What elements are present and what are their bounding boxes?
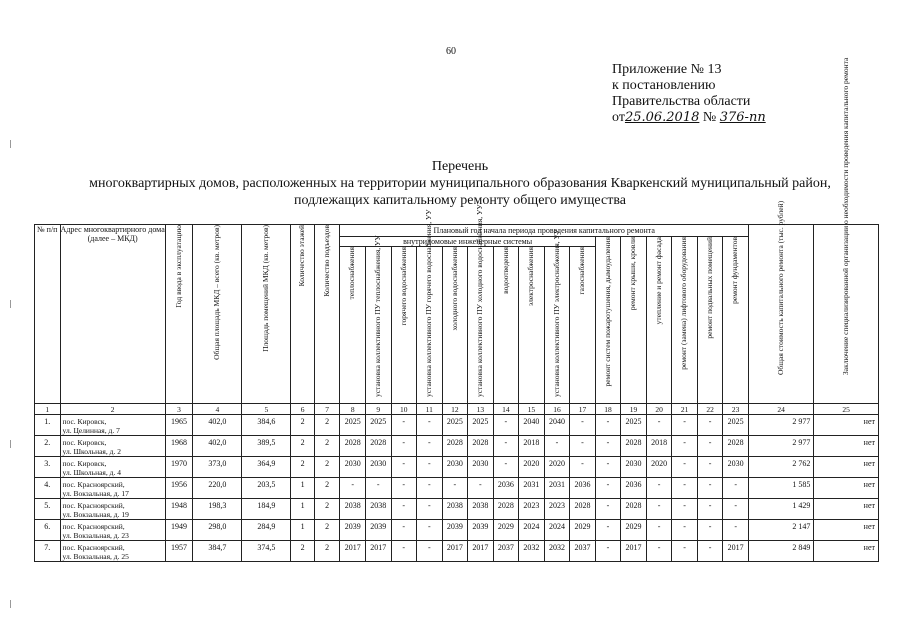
- cell-c23: 2028: [723, 436, 749, 457]
- cell-floors: 2: [291, 436, 315, 457]
- cell-cost: 2 977: [748, 415, 813, 436]
- column-number: 23: [723, 404, 749, 415]
- cell-floors: 1: [291, 478, 315, 499]
- cell-c11: -: [417, 478, 443, 499]
- header-c10: горячего водоснабжения: [391, 247, 417, 404]
- cell-entr: 2: [314, 478, 340, 499]
- cell-total: 402,0: [193, 415, 242, 436]
- header-c21: ремонт (замена) лифтового оборудования: [672, 237, 698, 404]
- cell-c13: 2017: [468, 541, 494, 562]
- cell-address: [60, 457, 165, 478]
- cell-c21: -: [672, 457, 698, 478]
- cell-c21: -: [672, 541, 698, 562]
- cell-c12: 2039: [442, 520, 468, 541]
- cell-c19: 2025: [621, 415, 647, 436]
- address-settlement: пос. Кировск,: [62, 438, 107, 447]
- cell-c8: 2038: [340, 499, 366, 520]
- header-planned-group: Плановый год начала периода проведения капитального ремонта: [340, 225, 749, 237]
- cell-c15: 2032: [519, 541, 545, 562]
- cell-c9: 2030: [365, 457, 391, 478]
- cell-c12: 2017: [442, 541, 468, 562]
- cell-cost: 2 849: [748, 541, 813, 562]
- header-c22: ремонт подвальных помещений: [697, 237, 723, 404]
- cell-floors: 1: [291, 520, 315, 541]
- header-c13: установка коллективного ПУ холодного водоснабжения, УУ: [468, 247, 494, 404]
- header-floors: Количество этажей: [291, 225, 315, 404]
- cell-year: 1957: [165, 541, 193, 562]
- cell-concl: нет: [814, 499, 879, 520]
- column-number: 22: [697, 404, 723, 415]
- cell-total: 220,0: [193, 478, 242, 499]
- cell-premises: 374,5: [242, 541, 291, 562]
- cell-c22: -: [697, 499, 723, 520]
- cell-c9: 2038: [365, 499, 391, 520]
- cell-no: 5.: [35, 499, 61, 520]
- address-settlement: пос. Красноярский,: [62, 522, 125, 531]
- cell-no: 4.: [35, 478, 61, 499]
- cell-no: 1.: [35, 415, 61, 436]
- address-street: ул. Вокзальная, д. 25: [62, 552, 129, 561]
- cell-c20: -: [646, 541, 672, 562]
- cell-c21: -: [672, 520, 698, 541]
- cell-c21: -: [672, 436, 698, 457]
- cell-c18: -: [595, 415, 621, 436]
- cell-c16: -: [544, 436, 570, 457]
- cell-c9: 2039: [365, 520, 391, 541]
- header-conclusion: Заключение специализированной организации о необходимости проведения капитального ремонта: [814, 225, 879, 404]
- cell-entr: 2: [314, 541, 340, 562]
- address-settlement: пос. Кировск,: [62, 459, 107, 468]
- cell-c16: 2023: [544, 499, 570, 520]
- cell-floors: 1: [291, 499, 315, 520]
- cell-c17: -: [570, 436, 596, 457]
- cell-c16: 2020: [544, 457, 570, 478]
- cell-c14: 2028: [493, 499, 519, 520]
- column-number: 12: [442, 404, 468, 415]
- cell-premises: 364,9: [242, 457, 291, 478]
- column-number: 11: [417, 404, 443, 415]
- cell-c22: -: [697, 415, 723, 436]
- cell-c23: 2030: [723, 457, 749, 478]
- cell-c12: 2030: [442, 457, 468, 478]
- handwritten-number: 376-пп: [719, 110, 766, 125]
- number-prefix: №: [702, 110, 717, 125]
- scan-margin-mark: [10, 140, 11, 148]
- table-row: [35, 541, 879, 562]
- cell-c12: 2025: [442, 415, 468, 436]
- address-settlement: пос. Красноярский,: [62, 480, 125, 489]
- cell-floors: 2: [291, 541, 315, 562]
- cell-c18: -: [595, 541, 621, 562]
- cell-c18: -: [595, 478, 621, 499]
- table-row: [35, 499, 879, 520]
- cell-c15: 2020: [519, 457, 545, 478]
- column-number: 20: [646, 404, 672, 415]
- column-number: 8: [340, 404, 366, 415]
- header-c20: утепление и ремонт фасада: [646, 237, 672, 404]
- address-street: ул. Вокзальная, д. 17: [62, 489, 129, 498]
- cell-c23: -: [723, 478, 749, 499]
- cell-year: 1949: [165, 520, 193, 541]
- cell-no: 6.: [35, 520, 61, 541]
- cell-c10: -: [391, 520, 417, 541]
- cell-c17: 2028: [570, 499, 596, 520]
- header-internal-group: внутридомовые инженерные системы: [340, 237, 595, 247]
- cell-c22: -: [697, 541, 723, 562]
- column-number: 6: [291, 404, 315, 415]
- page-number: 60: [446, 46, 456, 57]
- cell-floors: 2: [291, 415, 315, 436]
- appendix-issuer: Правительства области: [612, 94, 751, 109]
- cell-c14: 2036: [493, 478, 519, 499]
- column-number: 5: [242, 404, 291, 415]
- cell-c14: -: [493, 415, 519, 436]
- cell-c16: 2040: [544, 415, 570, 436]
- cell-c21: -: [672, 415, 698, 436]
- cell-entr: 2: [314, 499, 340, 520]
- cell-c8: 2028: [340, 436, 366, 457]
- cell-c9: -: [365, 478, 391, 499]
- address-street: ул. Школьная, д. 4: [62, 468, 121, 477]
- cell-c23: 2017: [723, 541, 749, 562]
- cell-c18: -: [595, 520, 621, 541]
- cell-concl: нет: [814, 415, 879, 436]
- cell-c10: -: [391, 415, 417, 436]
- cell-c22: -: [697, 436, 723, 457]
- column-number: 14: [493, 404, 519, 415]
- cell-premises: 389,5: [242, 436, 291, 457]
- cell-premises: 184,9: [242, 499, 291, 520]
- cell-c8: 2030: [340, 457, 366, 478]
- cell-c20: -: [646, 499, 672, 520]
- cell-cost: 1 585: [748, 478, 813, 499]
- address-street: ул. Целинная, д. 7: [62, 426, 120, 435]
- header-entrances: Количество подъездов: [314, 225, 340, 404]
- heading-title: Перечень: [431, 159, 489, 174]
- header-c16: установка коллективного ПУ электроснабжения, УУ: [544, 247, 570, 404]
- cell-c20: -: [646, 478, 672, 499]
- column-number: 25: [814, 404, 879, 415]
- header-no: № п/п: [35, 225, 61, 404]
- address-settlement: пос. Кировск,: [62, 417, 107, 426]
- cell-premises: 284,9: [242, 520, 291, 541]
- cell-c11: -: [417, 415, 443, 436]
- cell-c11: -: [417, 499, 443, 520]
- column-number-row: [35, 404, 879, 415]
- cell-floors: 2: [291, 457, 315, 478]
- cell-c14: 2029: [493, 520, 519, 541]
- cell-c11: -: [417, 520, 443, 541]
- cell-address: [60, 499, 165, 520]
- address-street: ул. Вокзальная, д. 23: [62, 531, 129, 540]
- column-number: 17: [570, 404, 596, 415]
- cell-c19: 2028: [621, 499, 647, 520]
- column-number: 19: [621, 404, 647, 415]
- column-number: 16: [544, 404, 570, 415]
- table-row: [35, 520, 879, 541]
- cell-c13: 2025: [468, 415, 494, 436]
- scan-margin-mark: [10, 440, 11, 448]
- date-prefix: от: [612, 110, 625, 125]
- cell-c10: -: [391, 541, 417, 562]
- cell-premises: 203,5: [242, 478, 291, 499]
- cell-total: 402,0: [193, 436, 242, 457]
- cell-cost: 2 977: [748, 436, 813, 457]
- appendix-date-line: [612, 110, 766, 126]
- address-settlement: пос. Красноярский,: [62, 543, 125, 552]
- column-number: 4: [193, 404, 242, 415]
- cell-c23: -: [723, 499, 749, 520]
- cell-total: 373,0: [193, 457, 242, 478]
- cell-c8: 2039: [340, 520, 366, 541]
- appendix-title: Приложение № 13: [612, 62, 722, 77]
- address-street: ул. Школьная, д. 2: [62, 447, 121, 456]
- cell-c19: 2036: [621, 478, 647, 499]
- cell-year: 1948: [165, 499, 193, 520]
- cell-c20: -: [646, 520, 672, 541]
- cell-total: 198,3: [193, 499, 242, 520]
- cell-c22: -: [697, 478, 723, 499]
- cell-c16: 2024: [544, 520, 570, 541]
- column-number: 24: [748, 404, 813, 415]
- heading-line-3: подлежащих капитальному ремонту общего имущества: [294, 193, 626, 208]
- cell-c13: 2028: [468, 436, 494, 457]
- column-number: 21: [672, 404, 698, 415]
- cell-entr: 2: [314, 415, 340, 436]
- cell-entr: 2: [314, 436, 340, 457]
- cell-c16: 2031: [544, 478, 570, 499]
- column-number: 15: [519, 404, 545, 415]
- header-c17: газоснабжения: [570, 247, 596, 404]
- cell-cost: 2 762: [748, 457, 813, 478]
- header-c19: ремонт крыши, кровли: [621, 237, 647, 404]
- scan-margin-mark: [10, 300, 11, 308]
- column-number: 9: [365, 404, 391, 415]
- cell-c13: 2038: [468, 499, 494, 520]
- cell-c18: -: [595, 436, 621, 457]
- cell-c15: 2031: [519, 478, 545, 499]
- column-number: 3: [165, 404, 193, 415]
- column-number: 10: [391, 404, 417, 415]
- cell-c10: -: [391, 478, 417, 499]
- cell-c20: 2018: [646, 436, 672, 457]
- cell-c14: 2037: [493, 541, 519, 562]
- handwritten-date: 25.06.2018: [624, 110, 700, 125]
- table-row: [35, 436, 879, 457]
- address-settlement: пос. Красноярский,: [62, 501, 125, 510]
- header-c14: водоотведения: [493, 247, 519, 404]
- cell-c19: 2028: [621, 436, 647, 457]
- cell-c23: -: [723, 520, 749, 541]
- cell-c19: 2017: [621, 541, 647, 562]
- cell-c17: -: [570, 415, 596, 436]
- cell-c9: 2028: [365, 436, 391, 457]
- header-c12: холодного водоснабжения: [442, 247, 468, 404]
- cell-concl: нет: [814, 457, 879, 478]
- cell-c9: 2017: [365, 541, 391, 562]
- table-row: [35, 415, 879, 436]
- cell-c17: 2029: [570, 520, 596, 541]
- header-c15: электроснабжения: [519, 247, 545, 404]
- cell-c15: 2024: [519, 520, 545, 541]
- cell-c11: -: [417, 541, 443, 562]
- cell-c10: -: [391, 499, 417, 520]
- cell-c8: -: [340, 478, 366, 499]
- cell-entr: 2: [314, 520, 340, 541]
- cell-c20: -: [646, 415, 672, 436]
- cell-c22: -: [697, 457, 723, 478]
- column-number: 1: [35, 404, 61, 415]
- header-c9: установка коллективного ПУ теплоснабжения, УУ: [365, 247, 391, 404]
- cell-c15: 2018: [519, 436, 545, 457]
- cell-c19: 2030: [621, 457, 647, 478]
- cell-total: 384,7: [193, 541, 242, 562]
- cell-c13: 2039: [468, 520, 494, 541]
- heading-line-2: многоквартирных домов, расположенных на территории муниципального образования Кваркенский муниципальный район,: [89, 176, 831, 191]
- cell-c11: -: [417, 457, 443, 478]
- cell-c21: -: [672, 499, 698, 520]
- cell-c13: 2030: [468, 457, 494, 478]
- table-row: [35, 457, 879, 478]
- cell-address: [60, 520, 165, 541]
- cell-c14: -: [493, 436, 519, 457]
- cell-address: [60, 436, 165, 457]
- cell-year: 1965: [165, 415, 193, 436]
- header-premises-area: Площадь помещений МКД (кв. метров): [242, 225, 291, 404]
- header-c18: ремонт систем пожаротушения, дымоудаления: [595, 237, 621, 404]
- cell-address: [60, 541, 165, 562]
- cell-no: 3.: [35, 457, 61, 478]
- cell-c9: 2025: [365, 415, 391, 436]
- cell-c12: 2038: [442, 499, 468, 520]
- cell-cost: 1 429: [748, 499, 813, 520]
- header-c8: теплоснабжения: [340, 247, 366, 404]
- cell-concl: нет: [814, 520, 879, 541]
- header-year: Год ввода в эксплуатацию: [165, 225, 193, 404]
- cell-c8: 2017: [340, 541, 366, 562]
- cell-c8: 2025: [340, 415, 366, 436]
- cell-c17: 2037: [570, 541, 596, 562]
- header-cost: Общая стоимость капитального ремонта (тыс. рублей): [748, 225, 813, 404]
- cell-year: 1968: [165, 436, 193, 457]
- table-row: [35, 478, 879, 499]
- cell-no: 7.: [35, 541, 61, 562]
- column-number: 18: [595, 404, 621, 415]
- cell-c12: -: [442, 478, 468, 499]
- address-street: ул. Вокзальная, д. 19: [62, 510, 129, 519]
- header-c11: установка коллективного ПУ горячего водоснабжения, УУ: [417, 247, 443, 404]
- cell-c17: 2036: [570, 478, 596, 499]
- cell-entr: 2: [314, 457, 340, 478]
- cell-c20: 2020: [646, 457, 672, 478]
- cell-c22: -: [697, 520, 723, 541]
- header-address: Адрес многоквартирного дома (далее – МКД): [60, 225, 165, 404]
- cell-c19: 2029: [621, 520, 647, 541]
- cell-concl: нет: [814, 541, 879, 562]
- cell-address: [60, 478, 165, 499]
- scan-margin-mark: [10, 600, 11, 608]
- cell-c16: 2032: [544, 541, 570, 562]
- cell-c23: 2025: [723, 415, 749, 436]
- cell-concl: нет: [814, 436, 879, 457]
- cell-no: 2.: [35, 436, 61, 457]
- appendix-block: [612, 62, 766, 126]
- document-heading: [40, 158, 880, 209]
- cell-total: 298,0: [193, 520, 242, 541]
- cell-c13: -: [468, 478, 494, 499]
- cell-c15: 2040: [519, 415, 545, 436]
- column-number: 2: [60, 404, 165, 415]
- cell-c12: 2028: [442, 436, 468, 457]
- cell-cost: 2 147: [748, 520, 813, 541]
- cell-c18: -: [595, 457, 621, 478]
- cell-c10: -: [391, 436, 417, 457]
- appendix-ref: к постановлению: [612, 78, 716, 93]
- column-number: 7: [314, 404, 340, 415]
- header-total-area: Общая площадь МКД – всего (кв. метров): [193, 225, 242, 404]
- header-c23: ремонт фундаментов: [723, 237, 749, 404]
- cell-address: [60, 415, 165, 436]
- column-number: 13: [468, 404, 494, 415]
- cell-year: 1956: [165, 478, 193, 499]
- cell-c18: -: [595, 499, 621, 520]
- cell-c14: -: [493, 457, 519, 478]
- table-body: [35, 404, 879, 562]
- cell-c10: -: [391, 457, 417, 478]
- cell-concl: нет: [814, 478, 879, 499]
- cell-premises: 384,6: [242, 415, 291, 436]
- cell-c21: -: [672, 478, 698, 499]
- cell-c15: 2023: [519, 499, 545, 520]
- cell-c17: -: [570, 457, 596, 478]
- cell-year: 1970: [165, 457, 193, 478]
- cell-c11: -: [417, 436, 443, 457]
